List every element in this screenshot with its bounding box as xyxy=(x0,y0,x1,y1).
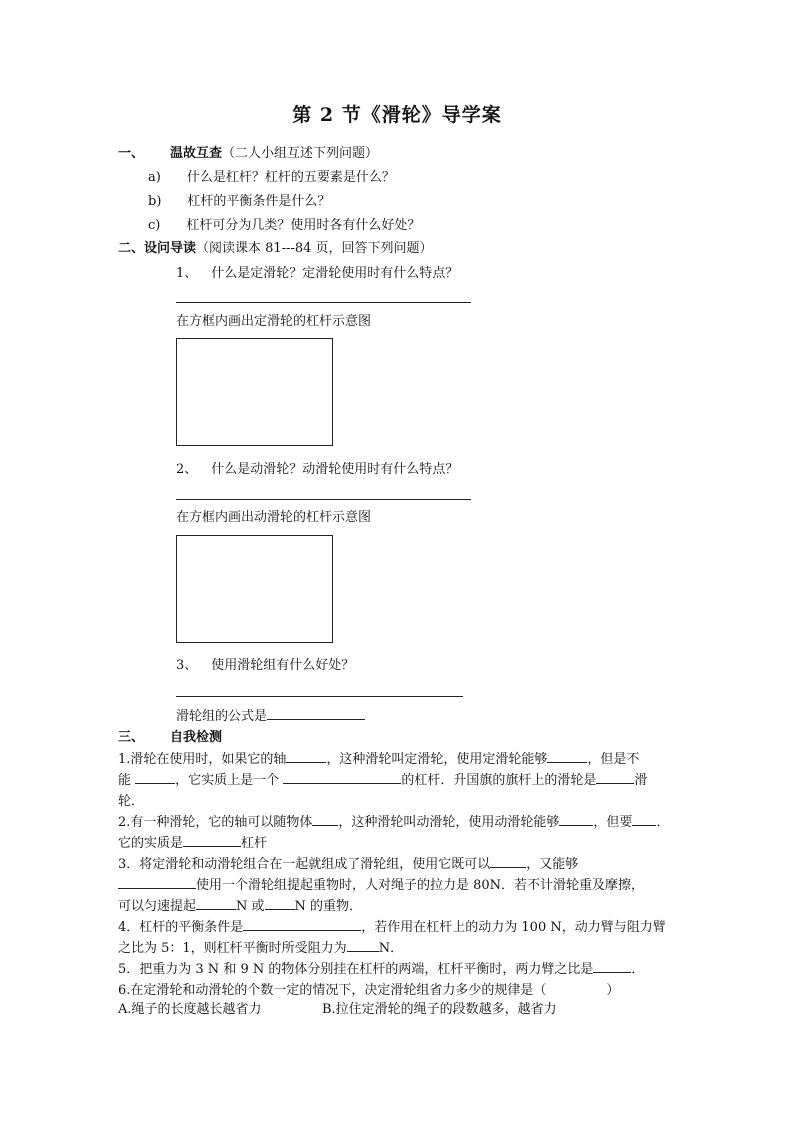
blank[interactable] xyxy=(118,875,196,889)
item-mark: c) xyxy=(148,218,161,233)
section2-heading xyxy=(118,240,433,258)
answer-line-3[interactable] xyxy=(176,696,463,697)
blank[interactable] xyxy=(196,896,236,910)
question-text: 什么是定滑轮？定滑轮使用时有什么特点？ xyxy=(211,266,459,281)
section1-item-b xyxy=(148,193,330,211)
blank[interactable] xyxy=(593,959,631,973)
section1-title: 温故互查 xyxy=(170,146,223,161)
blank[interactable] xyxy=(490,854,526,868)
draw-instruction-1: 在方框内画出定滑轮的杠杆示意图 xyxy=(176,314,372,329)
answer-line-2[interactable] xyxy=(176,499,471,500)
blank[interactable] xyxy=(559,812,593,826)
item-text: 杠杆的平衡条件是什么？ xyxy=(187,194,331,209)
question-number: 3、 xyxy=(176,658,198,673)
blank[interactable] xyxy=(283,770,401,784)
formula-blank[interactable] xyxy=(267,706,365,720)
blank[interactable] xyxy=(286,749,326,763)
blank[interactable] xyxy=(243,917,361,931)
text: 1.滑轮在使用时，如果它的轴 xyxy=(118,752,287,767)
text: ． xyxy=(656,815,670,830)
text: 5．把重力为 3 N 和 9 N 的物体分别挂在杠杆的两端，杠杆平衡时，两力臂之比是 xyxy=(118,962,594,977)
text: 3．将定滑轮和动滑轮组合在一起就组成了滑轮组，使用它既可以 xyxy=(118,857,491,872)
formula-prompt xyxy=(176,706,365,726)
text: 6.在定滑轮和动滑轮的个数一定的情况下，决定滑轮组省力多少的规律是（ xyxy=(118,983,547,998)
blank[interactable] xyxy=(312,812,338,826)
text: ． xyxy=(631,962,645,977)
text: 滑 xyxy=(634,773,648,788)
text: N． xyxy=(378,941,404,956)
section2-title: 设问导读 xyxy=(144,241,197,256)
option-b[interactable]: B.拉住定滑轮的绳子的段数越多，越省力 xyxy=(322,1002,557,1017)
text: 4．杠杆的平衡条件是 xyxy=(118,920,244,935)
text: 杠杆 xyxy=(241,836,268,851)
question-6-paragraph xyxy=(118,980,688,1001)
text: ，但要 xyxy=(593,815,633,830)
question-2-paragraph xyxy=(118,812,688,854)
question-text: 使用滑轮组有什么好处？ xyxy=(211,658,355,673)
text: ，若作用在杠杆上的动力为 100 N，动力臂与阻力臂 xyxy=(361,920,666,935)
draw-instruction-2: 在方框内画出动滑轮的杠杆示意图 xyxy=(176,510,372,525)
text: 2.有一种滑轮，它的轴可以随物体 xyxy=(118,815,313,830)
text: 轮． xyxy=(118,794,145,809)
text: 之比为 5：1，则杠杆平衡时所受阻力为 xyxy=(118,941,347,956)
page-title: 第 2 节《滑轮》导学案 xyxy=(292,104,502,126)
blank[interactable] xyxy=(135,770,175,784)
blank[interactable] xyxy=(183,833,241,847)
blank[interactable] xyxy=(547,749,587,763)
section3-heading xyxy=(118,729,222,747)
section1-number: 一、 xyxy=(118,146,145,161)
question-4-paragraph xyxy=(118,917,688,959)
text: 它的实质是 xyxy=(118,836,184,851)
item-text: 杠杆可分为几类？使用时各有什么好处？ xyxy=(186,218,421,233)
fixed-pulley-drawing-box[interactable] xyxy=(176,338,333,446)
section1-item-a xyxy=(148,169,395,187)
text: ，又能够 xyxy=(526,857,579,872)
section2-note: （阅读课本 81---84 页，回答下列问题） xyxy=(196,241,433,256)
blank[interactable] xyxy=(265,896,295,910)
movable-pulley-drawing-box[interactable] xyxy=(176,535,333,643)
text: ，这种滑轮叫定滑轮，使用定滑轮能够 xyxy=(326,752,548,767)
section1-item-c xyxy=(148,217,420,235)
section3-title: 自我检测 xyxy=(170,730,223,745)
question-number: 2、 xyxy=(176,462,198,477)
question-5-paragraph xyxy=(118,959,688,980)
question-3 xyxy=(176,657,354,675)
text: ，它实质上是一个 xyxy=(175,773,280,788)
item-text: 什么是杠杆？杠杆的五要素是什么？ xyxy=(186,170,395,185)
text: ，但是不 xyxy=(587,752,640,767)
text: 能 xyxy=(118,773,132,788)
text: 使用一个滑轮组提起重物时，人对绳子的拉力是 80N．若不计滑轮重及摩擦， xyxy=(196,878,645,893)
option-a[interactable]: A.绳子的长度越长越省力 xyxy=(118,1002,262,1017)
blank[interactable] xyxy=(347,938,379,952)
question-3-paragraph xyxy=(118,854,688,917)
item-mark: a) xyxy=(148,170,161,185)
formula-label: 滑轮组的公式是 xyxy=(176,709,268,724)
question-1-paragraph xyxy=(118,749,688,812)
section1-note: （二人小组互述下列问题） xyxy=(222,146,379,161)
question-text: 什么是动滑轮？动滑轮使用时有什么特点？ xyxy=(211,462,459,477)
answer-line-1[interactable] xyxy=(176,302,471,303)
question-number: 1、 xyxy=(176,266,198,281)
text: ） xyxy=(606,983,620,998)
section2-number: 二、 xyxy=(118,241,145,256)
text: 可以匀速提起 xyxy=(118,899,197,914)
section1-heading xyxy=(118,145,378,163)
blank[interactable] xyxy=(596,770,634,784)
section3-number: 三、 xyxy=(118,730,145,745)
question-1 xyxy=(176,265,458,283)
question-2 xyxy=(176,461,458,479)
text: N 的重物． xyxy=(294,899,363,914)
text: N 或 xyxy=(236,899,265,914)
item-mark: b) xyxy=(148,194,162,209)
blank[interactable] xyxy=(632,812,656,826)
text: 的杠杆．升国旗的旗杆上的滑轮是 xyxy=(401,773,597,788)
text: ，这种滑轮叫动滑轮，使用动滑轮能够 xyxy=(338,815,560,830)
